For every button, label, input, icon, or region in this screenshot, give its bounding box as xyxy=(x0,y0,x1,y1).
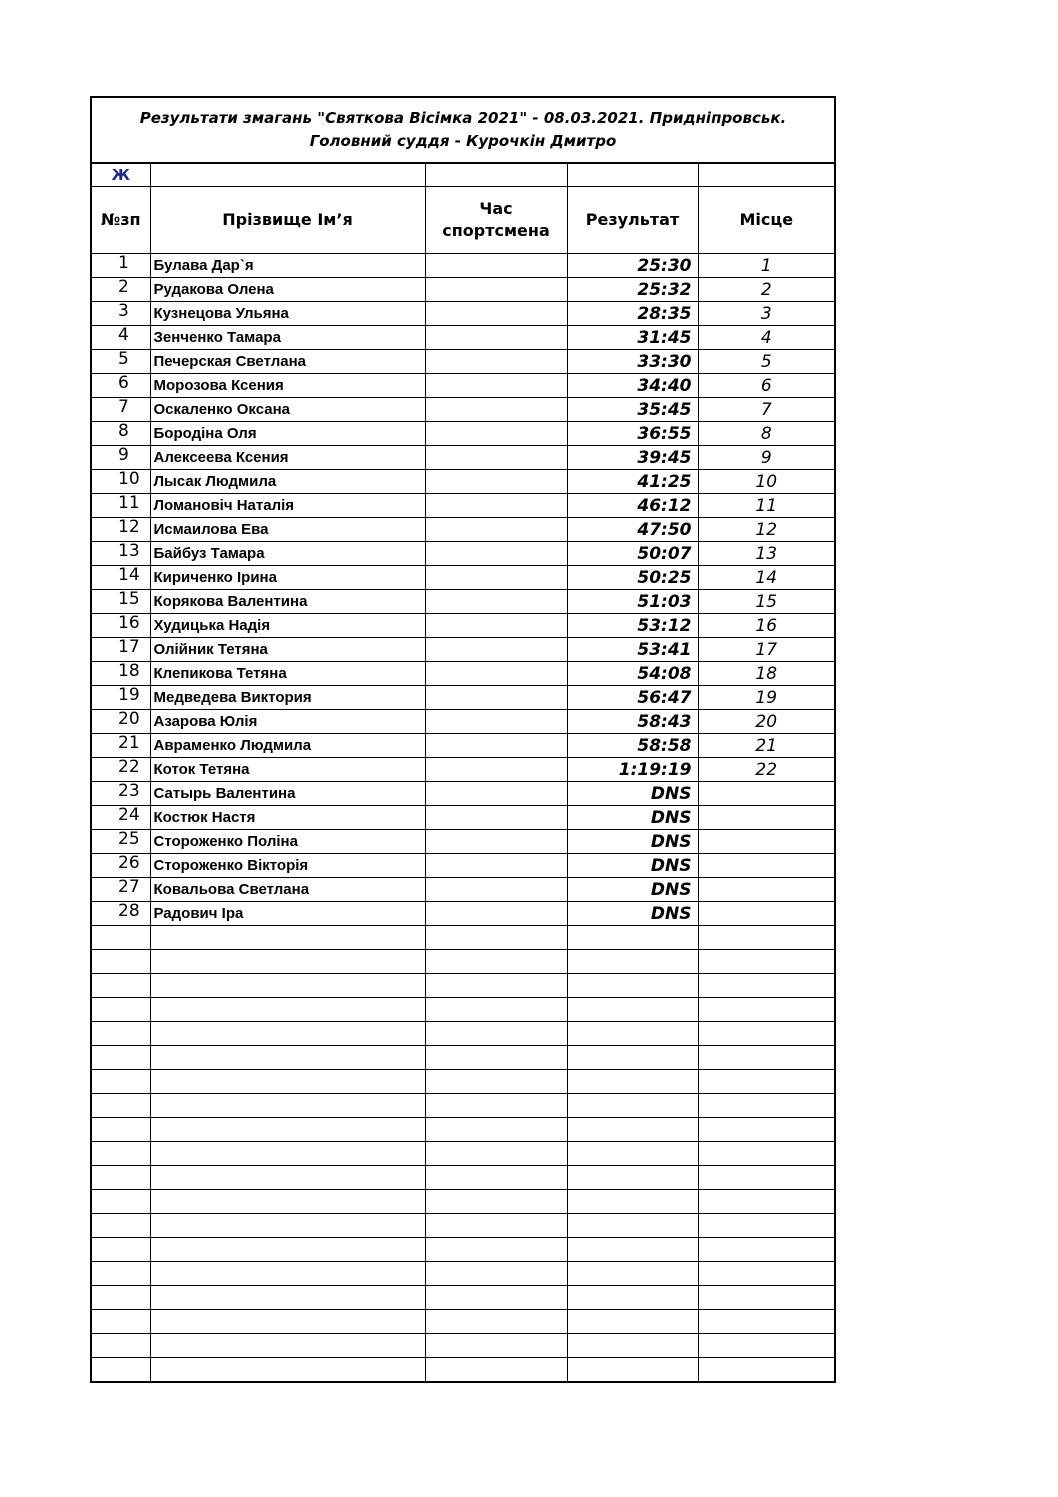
empty-cell xyxy=(567,1166,698,1190)
empty-cell xyxy=(698,926,835,950)
row-number: 24 xyxy=(91,806,150,830)
empty-cell xyxy=(698,1094,835,1118)
empty-cell xyxy=(425,1310,567,1334)
empty-cell xyxy=(150,1214,425,1238)
empty-cell xyxy=(567,998,698,1022)
gender-row xyxy=(91,163,835,187)
empty-cell xyxy=(567,1286,698,1310)
empty-cell xyxy=(425,1070,567,1094)
empty-cell xyxy=(150,1070,425,1094)
table-row xyxy=(91,398,835,422)
empty-cell xyxy=(150,1142,425,1166)
athlete-name: Стороженко Вікторія xyxy=(150,854,425,878)
table-row xyxy=(91,350,835,374)
row-number: 26 xyxy=(91,854,150,878)
athlete-result: 39:45 xyxy=(567,446,698,470)
athlete-time xyxy=(425,326,567,350)
empty-cell xyxy=(567,1358,698,1383)
athlete-result: 54:08 xyxy=(567,662,698,686)
table-row xyxy=(91,374,835,398)
athlete-place: 20 xyxy=(698,710,835,734)
empty-cell xyxy=(698,974,835,998)
table-row xyxy=(91,278,835,302)
row-number: 1 xyxy=(91,254,150,278)
athlete-result: DNS xyxy=(567,830,698,854)
row-number: 28 xyxy=(91,902,150,926)
empty-cell xyxy=(425,1046,567,1070)
athlete-name: Булава Дар`я xyxy=(150,254,425,278)
empty-cell xyxy=(91,1094,150,1118)
table-row xyxy=(91,254,835,278)
empty-cell xyxy=(91,998,150,1022)
athlete-time xyxy=(425,734,567,758)
empty-cell xyxy=(150,1358,425,1383)
athlete-time xyxy=(425,638,567,662)
empty-row xyxy=(91,1142,835,1166)
row-number: 9 xyxy=(91,446,150,470)
document-title xyxy=(91,97,835,163)
row-number: 4 xyxy=(91,326,150,350)
empty-row xyxy=(91,1070,835,1094)
empty-row xyxy=(91,1118,835,1142)
results-table xyxy=(90,96,836,1383)
row-number: 10 xyxy=(91,470,150,494)
empty-cell xyxy=(150,1094,425,1118)
table-row xyxy=(91,422,835,446)
table-row xyxy=(91,590,835,614)
athlete-time xyxy=(425,662,567,686)
athlete-result: 56:47 xyxy=(567,686,698,710)
athlete-name: Худицька Надія xyxy=(150,614,425,638)
athlete-place: 8 xyxy=(698,422,835,446)
athlete-place: 1 xyxy=(698,254,835,278)
row-number: 11 xyxy=(91,494,150,518)
gender-mark: Ж xyxy=(91,163,150,187)
athlete-name: Бородіна Оля xyxy=(150,422,425,446)
athlete-time xyxy=(425,806,567,830)
athlete-place: 22 xyxy=(698,758,835,782)
empty-cell xyxy=(425,1334,567,1358)
table-row xyxy=(91,878,835,902)
athlete-result: 50:25 xyxy=(567,566,698,590)
athlete-name: Лысак Людмила xyxy=(150,470,425,494)
athlete-place: 16 xyxy=(698,614,835,638)
athlete-place: 5 xyxy=(698,350,835,374)
empty-cell xyxy=(91,1118,150,1142)
empty-cell xyxy=(698,163,835,187)
row-number: 2 xyxy=(91,278,150,302)
athlete-result: 53:41 xyxy=(567,638,698,662)
athlete-place xyxy=(698,854,835,878)
empty-cell xyxy=(698,1310,835,1334)
athlete-time xyxy=(425,278,567,302)
empty-row xyxy=(91,1046,835,1070)
empty-cell xyxy=(150,1166,425,1190)
empty-cell xyxy=(425,1118,567,1142)
athlete-result: 25:30 xyxy=(567,254,698,278)
empty-cell xyxy=(150,1286,425,1310)
athlete-name: Медведева Виктория xyxy=(150,686,425,710)
row-number: 3 xyxy=(91,302,150,326)
table-row xyxy=(91,854,835,878)
empty-cell xyxy=(91,1142,150,1166)
athlete-name: Байбуз Тамара xyxy=(150,542,425,566)
athlete-name: Сатырь Валентина xyxy=(150,782,425,806)
empty-cell xyxy=(567,1070,698,1094)
empty-cell xyxy=(425,1166,567,1190)
row-number: 22 xyxy=(91,758,150,782)
empty-cell xyxy=(91,1238,150,1262)
empty-cell xyxy=(425,1022,567,1046)
athlete-time xyxy=(425,782,567,806)
row-number: 6 xyxy=(91,374,150,398)
athlete-time xyxy=(425,494,567,518)
athlete-name: Костюк Настя xyxy=(150,806,425,830)
athlete-time xyxy=(425,518,567,542)
empty-cell xyxy=(567,950,698,974)
empty-cell xyxy=(698,998,835,1022)
empty-cell xyxy=(150,950,425,974)
athlete-result: 31:45 xyxy=(567,326,698,350)
athlete-result: 51:03 xyxy=(567,590,698,614)
empty-cell xyxy=(425,1094,567,1118)
row-number: 20 xyxy=(91,710,150,734)
athlete-name: Печерская Светлана xyxy=(150,350,425,374)
empty-cell xyxy=(150,1262,425,1286)
empty-row xyxy=(91,926,835,950)
athlete-place: 19 xyxy=(698,686,835,710)
empty-cell xyxy=(91,1166,150,1190)
athlete-result: 50:07 xyxy=(567,542,698,566)
table-row xyxy=(91,638,835,662)
empty-cell xyxy=(425,1262,567,1286)
athlete-time xyxy=(425,398,567,422)
athlete-place: 6 xyxy=(698,374,835,398)
table-row xyxy=(91,710,835,734)
athlete-result: 35:45 xyxy=(567,398,698,422)
athlete-place xyxy=(698,902,835,926)
table-row xyxy=(91,326,835,350)
table-row xyxy=(91,518,835,542)
athlete-result: 58:43 xyxy=(567,710,698,734)
empty-cell xyxy=(91,1022,150,1046)
empty-cell xyxy=(567,1262,698,1286)
athlete-time xyxy=(425,470,567,494)
empty-cell xyxy=(91,1046,150,1070)
empty-cell xyxy=(425,1238,567,1262)
empty-cell xyxy=(425,1358,567,1383)
athlete-result: 34:40 xyxy=(567,374,698,398)
athlete-time xyxy=(425,566,567,590)
table-row xyxy=(91,662,835,686)
empty-cell xyxy=(567,926,698,950)
empty-cell xyxy=(698,1190,835,1214)
athlete-time xyxy=(425,710,567,734)
empty-cell xyxy=(150,1118,425,1142)
athlete-name: Стороженко Поліна xyxy=(150,830,425,854)
row-number: 19 xyxy=(91,686,150,710)
empty-cell xyxy=(698,1334,835,1358)
athlete-result: DNS xyxy=(567,878,698,902)
athlete-name: Олійник Тетяна xyxy=(150,638,425,662)
athlete-place: 14 xyxy=(698,566,835,590)
header-name: Прізвище Ім’я xyxy=(150,187,425,254)
athlete-name: Исмаилова Ева xyxy=(150,518,425,542)
empty-cell xyxy=(567,1310,698,1334)
athlete-time xyxy=(425,446,567,470)
row-number: 8 xyxy=(91,422,150,446)
athlete-result: 1:19:19 xyxy=(567,758,698,782)
athlete-place xyxy=(698,782,835,806)
header-row xyxy=(91,187,835,254)
empty-cell xyxy=(91,1190,150,1214)
athlete-result: 36:55 xyxy=(567,422,698,446)
row-number: 23 xyxy=(91,782,150,806)
athlete-time xyxy=(425,422,567,446)
table-row xyxy=(91,446,835,470)
empty-cell xyxy=(567,1094,698,1118)
title-row xyxy=(91,97,835,163)
empty-row xyxy=(91,974,835,998)
empty-cell xyxy=(150,1238,425,1262)
athlete-name: Радович Іра xyxy=(150,902,425,926)
athlete-name: Оскаленко Оксана xyxy=(150,398,425,422)
header-time: Час спортсмена xyxy=(425,187,567,254)
empty-cell xyxy=(567,974,698,998)
athlete-result: 53:12 xyxy=(567,614,698,638)
athlete-place: 18 xyxy=(698,662,835,686)
athlete-result: 58:58 xyxy=(567,734,698,758)
empty-row xyxy=(91,1310,835,1334)
empty-row xyxy=(91,998,835,1022)
empty-cell xyxy=(698,950,835,974)
athlete-place: 4 xyxy=(698,326,835,350)
athlete-time xyxy=(425,614,567,638)
empty-cell xyxy=(567,1118,698,1142)
empty-row xyxy=(91,1334,835,1358)
empty-cell xyxy=(150,1046,425,1070)
table-row xyxy=(91,782,835,806)
empty-cell xyxy=(91,1334,150,1358)
empty-cell xyxy=(698,1358,835,1383)
row-number: 14 xyxy=(91,566,150,590)
empty-cell xyxy=(425,974,567,998)
empty-cell xyxy=(698,1118,835,1142)
empty-cell xyxy=(150,1022,425,1046)
empty-cell xyxy=(91,1262,150,1286)
athlete-place xyxy=(698,830,835,854)
athlete-time xyxy=(425,590,567,614)
row-number: 12 xyxy=(91,518,150,542)
row-number: 21 xyxy=(91,734,150,758)
empty-cell xyxy=(567,163,698,187)
athlete-name: Зенченко Тамара xyxy=(150,326,425,350)
athlete-time xyxy=(425,302,567,326)
athlete-place: 2 xyxy=(698,278,835,302)
empty-cell xyxy=(425,926,567,950)
athlete-place: 10 xyxy=(698,470,835,494)
empty-cell xyxy=(91,1310,150,1334)
athlete-name: Азарова Юлія xyxy=(150,710,425,734)
empty-cell xyxy=(150,1190,425,1214)
empty-cell xyxy=(91,1358,150,1383)
empty-cell xyxy=(425,1190,567,1214)
athlete-place: 12 xyxy=(698,518,835,542)
athlete-name: Ковальова Светлана xyxy=(150,878,425,902)
empty-row xyxy=(91,1238,835,1262)
empty-cell xyxy=(698,1142,835,1166)
athlete-time xyxy=(425,254,567,278)
row-number: 18 xyxy=(91,662,150,686)
empty-cell xyxy=(567,1238,698,1262)
empty-cell xyxy=(698,1214,835,1238)
empty-row xyxy=(91,1094,835,1118)
athlete-name: Рудакова Олена xyxy=(150,278,425,302)
table-row xyxy=(91,686,835,710)
empty-row xyxy=(91,1262,835,1286)
athlete-result: DNS xyxy=(567,806,698,830)
title-line-2: Головний суддя - Курочкін Дмитро xyxy=(309,132,617,150)
row-number: 13 xyxy=(91,542,150,566)
empty-cell xyxy=(698,1022,835,1046)
athlete-name: Корякова Валентина xyxy=(150,590,425,614)
row-number: 25 xyxy=(91,830,150,854)
empty-row xyxy=(91,1022,835,1046)
athlete-place: 3 xyxy=(698,302,835,326)
empty-cell xyxy=(91,1214,150,1238)
athlete-place xyxy=(698,806,835,830)
athlete-name: Авраменко Людмила xyxy=(150,734,425,758)
row-number: 7 xyxy=(91,398,150,422)
athlete-name: Кузнецова Ульяна xyxy=(150,302,425,326)
empty-row xyxy=(91,950,835,974)
empty-cell xyxy=(425,1286,567,1310)
athlete-result: 41:25 xyxy=(567,470,698,494)
athlete-place: 13 xyxy=(698,542,835,566)
title-line-1: Результати змагань "Святкова Вісімка 2021" - 08.03.2021. Придніпровськ. xyxy=(139,109,787,127)
athlete-time xyxy=(425,902,567,926)
empty-cell xyxy=(698,1262,835,1286)
athlete-result: DNS xyxy=(567,854,698,878)
table-row xyxy=(91,830,835,854)
empty-cell xyxy=(567,1142,698,1166)
row-number: 5 xyxy=(91,350,150,374)
empty-cell xyxy=(91,1070,150,1094)
empty-cell xyxy=(425,1214,567,1238)
athlete-result: 46:12 xyxy=(567,494,698,518)
table-row xyxy=(91,614,835,638)
empty-cell xyxy=(698,1070,835,1094)
table-row xyxy=(91,902,835,926)
empty-cell xyxy=(150,1334,425,1358)
empty-cell xyxy=(567,1046,698,1070)
athlete-name: Коток Тетяна xyxy=(150,758,425,782)
athlete-place: 21 xyxy=(698,734,835,758)
empty-cell xyxy=(567,1334,698,1358)
athlete-name: Морозова Ксения xyxy=(150,374,425,398)
empty-cell xyxy=(91,926,150,950)
header-place: Місце xyxy=(698,187,835,254)
empty-cell xyxy=(425,998,567,1022)
empty-cell xyxy=(150,163,425,187)
athlete-result: 47:50 xyxy=(567,518,698,542)
athlete-place xyxy=(698,878,835,902)
empty-row xyxy=(91,1166,835,1190)
empty-cell xyxy=(91,974,150,998)
empty-cell xyxy=(698,1046,835,1070)
table-row xyxy=(91,758,835,782)
athlete-time xyxy=(425,350,567,374)
athlete-time xyxy=(425,878,567,902)
empty-row xyxy=(91,1214,835,1238)
athlete-name: Ломановіч Наталія xyxy=(150,494,425,518)
empty-cell xyxy=(150,1310,425,1334)
empty-cell xyxy=(567,1190,698,1214)
athlete-result: 25:32 xyxy=(567,278,698,302)
athlete-time xyxy=(425,830,567,854)
athlete-time xyxy=(425,758,567,782)
athlete-time xyxy=(425,374,567,398)
empty-cell xyxy=(425,163,567,187)
empty-cell xyxy=(698,1286,835,1310)
empty-row xyxy=(91,1358,835,1383)
empty-cell xyxy=(150,926,425,950)
athlete-place: 11 xyxy=(698,494,835,518)
athlete-name: Кириченко Ірина xyxy=(150,566,425,590)
header-num: №зп xyxy=(91,187,150,254)
header-result: Результат xyxy=(567,187,698,254)
table-row xyxy=(91,470,835,494)
athlete-result: 28:35 xyxy=(567,302,698,326)
empty-cell xyxy=(91,1286,150,1310)
empty-cell xyxy=(425,1142,567,1166)
athlete-result: DNS xyxy=(567,782,698,806)
empty-cell xyxy=(91,950,150,974)
empty-cell xyxy=(425,950,567,974)
athlete-result: DNS xyxy=(567,902,698,926)
table-row xyxy=(91,566,835,590)
athlete-time xyxy=(425,854,567,878)
empty-row xyxy=(91,1190,835,1214)
athlete-place: 15 xyxy=(698,590,835,614)
athlete-place: 9 xyxy=(698,446,835,470)
athlete-name: Алексеева Ксения xyxy=(150,446,425,470)
empty-cell xyxy=(698,1238,835,1262)
empty-row xyxy=(91,1286,835,1310)
row-number: 16 xyxy=(91,614,150,638)
empty-cell xyxy=(698,1166,835,1190)
athlete-time xyxy=(425,542,567,566)
table-row xyxy=(91,494,835,518)
athlete-place: 17 xyxy=(698,638,835,662)
row-number: 27 xyxy=(91,878,150,902)
table-row xyxy=(91,806,835,830)
row-number: 17 xyxy=(91,638,150,662)
row-number: 15 xyxy=(91,590,150,614)
table-row xyxy=(91,542,835,566)
empty-cell xyxy=(150,998,425,1022)
table-row xyxy=(91,734,835,758)
empty-cell xyxy=(150,974,425,998)
athlete-name: Клепикова Тетяна xyxy=(150,662,425,686)
athlete-result: 33:30 xyxy=(567,350,698,374)
empty-cell xyxy=(567,1214,698,1238)
athlete-time xyxy=(425,686,567,710)
table-row xyxy=(91,302,835,326)
empty-cell xyxy=(567,1022,698,1046)
athlete-place: 7 xyxy=(698,398,835,422)
